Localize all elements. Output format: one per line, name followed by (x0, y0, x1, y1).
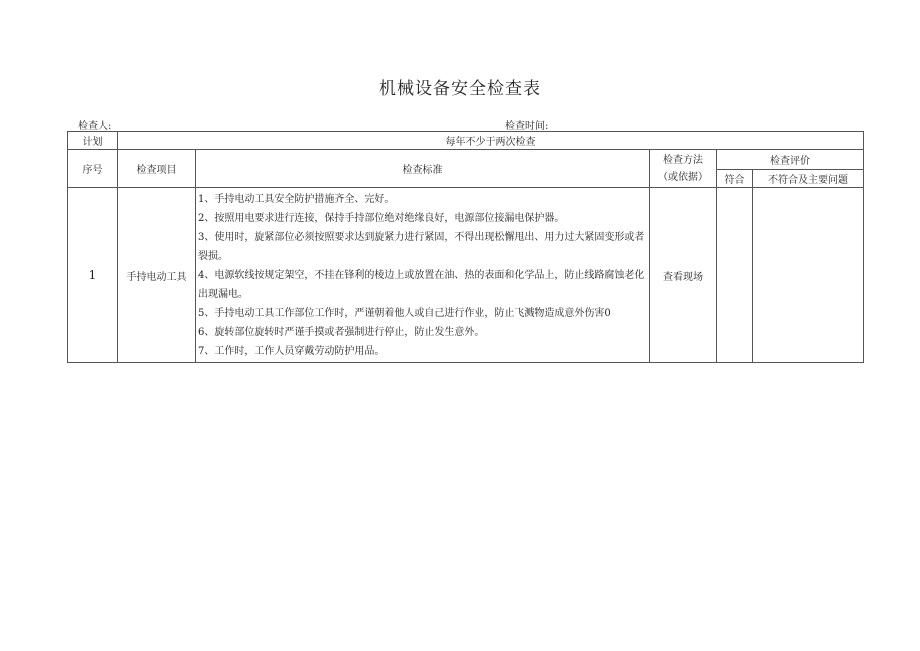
row-standards-cell (196, 188, 650, 363)
standard-header: 检查标准 (196, 150, 650, 188)
row-method: 查看现场 (650, 188, 717, 363)
page-title: 机械设备安全检查表 (379, 79, 541, 99)
row-seq: 1 (68, 188, 118, 363)
row-item: 手持电动工具 (118, 188, 196, 363)
standard-line: 4、电源软线按规定架空，不挂在锋利的棱边上或放置在油、热的表面和化学品上，防止线路腐蚀老化出现漏电。 (198, 270, 645, 300)
header-row (68, 150, 864, 170)
standard-line: 7、工作时，工作人员穿戴劳动防护用品。 (198, 346, 385, 357)
row-conform (717, 188, 753, 363)
inspection-time-label: 检查时间: (505, 121, 549, 132)
conform-header: 符合 (717, 170, 753, 188)
evaluation-header: 检查评价 (717, 150, 864, 170)
plan-value: 每年不少于两次检查 (118, 132, 864, 150)
inspection-table (67, 131, 864, 363)
standard-line: 3、使用时，旋紧部位必须按照要求达到旋紧力进行紧固，不得出现松懈甩出、用力过大紧固变形或者裂损。 (198, 232, 645, 262)
standard-line: 2、按照用电要求进行连接，保持手持部位绝对绝缘良好，电源部位接漏电保护器。 (198, 213, 565, 224)
row-standards-list (196, 188, 649, 362)
seq-header: 序号 (68, 150, 118, 188)
nonconform-header: 不符合及主要问题 (753, 170, 864, 188)
method-header-line2: （或依据） (658, 171, 708, 183)
table-row (68, 188, 864, 363)
item-header: 检查项目 (118, 150, 196, 188)
plan-label: 计划 (68, 132, 118, 150)
row-nonconform (753, 188, 864, 363)
method-header-line1: 检查方法 (663, 154, 703, 166)
method-header (650, 150, 717, 188)
standard-line: 6、旋转部位旋转时严谨手摸或者强制进行停止，防止发生意外。 (198, 327, 485, 338)
standard-line: 1、手持电动工具安全防护措施齐全、完好。 (198, 194, 395, 205)
standard-line: 5、手持电动工具工作部位工作时，严谨朝着他人或自己进行作业，防止飞溅物造成意外伤害0 (198, 308, 611, 319)
plan-row (68, 132, 864, 150)
inspector-label: 检查人: (78, 121, 112, 132)
